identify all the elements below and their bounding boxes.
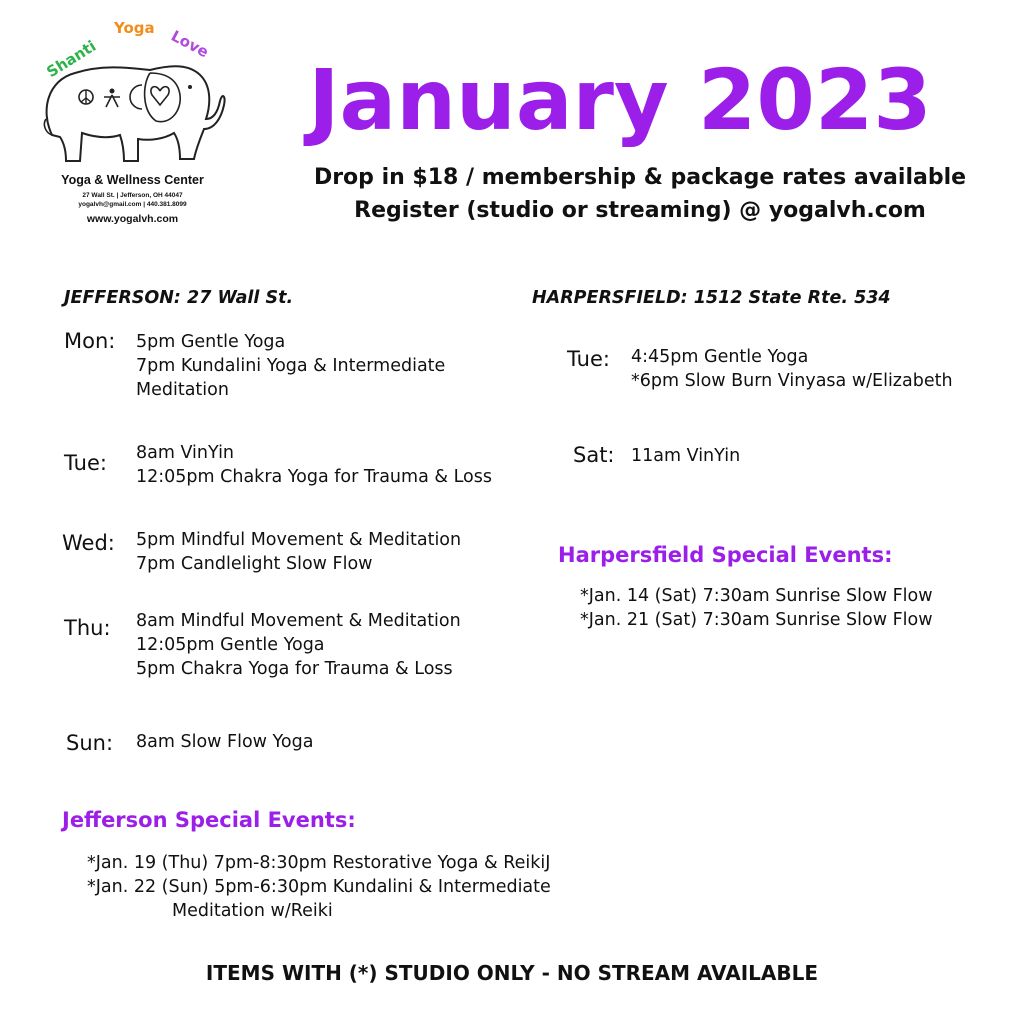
jefferson-class: 5pm Mindful Movement & Meditation [136, 530, 462, 550]
harpersfield-day-sat: Sat: [573, 443, 615, 467]
harpersfield-class: 11am VinYin [631, 446, 741, 466]
logo-contact: yogalvh@gmail.com | 440.381.8099 [78, 201, 187, 208]
jefferson-location-heading: JEFFERSON: 27 Wall St. [64, 288, 294, 308]
jefferson-class: 8am Slow Flow Yoga [136, 732, 314, 752]
page-title: January 2023 [308, 51, 932, 149]
harpersfield-event: *Jan. 14 (Sat) 7:30am Sunrise Slow Flow [580, 586, 933, 606]
harpersfield-class: 4:45pm Gentle Yoga [631, 347, 809, 367]
jefferson-day-tue: Tue: [64, 451, 107, 475]
logo-word-yoga: Yoga [114, 19, 155, 37]
harpersfield-location-heading: HARPERSFIELD: 1512 State Rte. 534 [532, 288, 891, 308]
jefferson-day-sun: Sun: [66, 731, 114, 755]
jefferson-day-mon: Mon: [64, 329, 116, 353]
jefferson-day-thu: Thu: [64, 616, 111, 640]
logo-address: 27 Wall St. | Jefferson, OH 44047 [82, 192, 183, 199]
jefferson-class: 7pm Kundalini Yoga & Intermediate [136, 356, 446, 376]
footer-note: ITEMS WITH (*) STUDIO ONLY - NO STREAM AVAILABLE [205, 961, 819, 985]
jefferson-event: *Jan. 19 (Thu) 7pm-8:30pm Restorative Yoga & ReikiJ [87, 853, 551, 873]
jefferson-class: 7pm Candlelight Slow Flow [136, 554, 373, 574]
logo-word-love: Love [168, 26, 212, 62]
jefferson-day-wed: Wed: [62, 531, 115, 555]
register-line: Register (studio or streaming) @ yogalvh.com [354, 198, 926, 223]
harpersfield-day-tue: Tue: [567, 347, 610, 371]
jefferson-class: 8am Mindful Movement & Meditation [136, 611, 461, 631]
studio-logo [30, 15, 235, 230]
jefferson-event: *Jan. 22 (Sun) 5pm-6:30pm Kundalini & Intermediate [87, 877, 551, 897]
logo-name: Yoga & Wellness Center [61, 173, 204, 187]
pricing-line: Drop in $18 / membership & package rates available [313, 165, 967, 190]
harpersfield-special-events-heading: Harpersfield Special Events: [558, 543, 893, 567]
logo-website: www.yogalvh.com [86, 213, 179, 225]
jefferson-class: 5pm Gentle Yoga [136, 332, 286, 352]
jefferson-class: 5pm Chakra Yoga for Trauma & Loss [136, 659, 453, 679]
jefferson-special-events-heading: Jefferson Special Events: [62, 808, 356, 832]
jefferson-class: 12:05pm Chakra Yoga for Trauma & Loss [136, 467, 492, 487]
logo-word-shanti: Shanti [43, 36, 100, 82]
jefferson-event: Meditation w/Reiki [172, 901, 333, 921]
harpersfield-class: *6pm Slow Burn Vinyasa w/Elizabeth [631, 371, 953, 391]
elephant-icon [30, 15, 235, 175]
jefferson-class: 12:05pm Gentle Yoga [136, 635, 325, 655]
jefferson-class: Meditation [136, 380, 229, 400]
harpersfield-event: *Jan. 21 (Sat) 7:30am Sunrise Slow Flow [580, 610, 933, 630]
jefferson-class: 8am VinYin [136, 443, 235, 463]
